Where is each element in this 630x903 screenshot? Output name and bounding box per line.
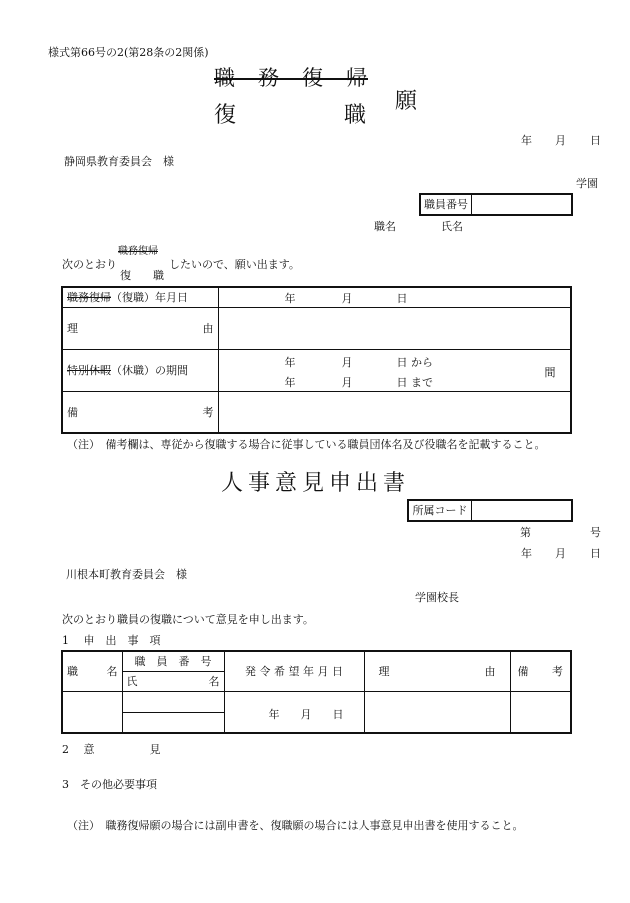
request-alt-word: 復 職: [120, 269, 164, 282]
staff-number-box: [419, 193, 573, 216]
reason-value[interactable]: [218, 307, 571, 349]
remarks-label: 備 考: [62, 391, 218, 433]
dept-code-label: 所属コード: [409, 501, 472, 520]
cell-staff-number[interactable]: [122, 691, 224, 712]
number-prefix: 第: [520, 526, 531, 539]
date-day: 日: [590, 134, 601, 147]
section2-title: 人事意見申出書: [221, 471, 411, 496]
date-month: 月: [555, 134, 566, 147]
request-prefix: 次のとおり: [62, 258, 117, 271]
leave-period-label: 特別休暇（休職）の期間: [62, 349, 218, 391]
date2-day: 日: [590, 547, 601, 560]
item-1-heading: 1 申 出 事 項: [62, 634, 161, 647]
th-position: 職 名: [62, 651, 122, 691]
th-staff-number: 職 員 番 号: [122, 651, 224, 671]
note-1: （注） 備考欄は、専従から復職する場合に従事している職員団体名及び役職名を記載すること。: [67, 438, 546, 451]
title-negai: 願: [395, 89, 418, 114]
addressee-2: 川根本町教育委員会 様: [66, 568, 187, 581]
th-name: 氏 名: [122, 671, 224, 691]
note-2: （注） 職務復帰願の場合には副申書を、復職願の場合には人事意見申出書を使用すること。: [67, 819, 524, 832]
th-reason: 理 由: [364, 651, 510, 691]
opinion-table: [61, 650, 572, 734]
dept-code-field[interactable]: [472, 501, 571, 520]
cell-remarks[interactable]: [510, 691, 571, 733]
reason-label: 理 由: [62, 307, 218, 349]
addressee: 静岡県教育委員会 様: [64, 155, 174, 168]
item-3-heading: 3 その他必要事項: [62, 778, 157, 791]
return-date-value[interactable]: 年 月 日: [218, 287, 571, 307]
date-year: 年: [521, 134, 532, 147]
title-fukushoku-b: 職: [344, 103, 367, 128]
school-label: 学園: [576, 177, 598, 190]
remarks-value[interactable]: [218, 391, 571, 433]
staff-number-field[interactable]: [472, 195, 571, 214]
opinion-intro: 次のとおり職員の復職について意見を申し出ます。: [62, 613, 314, 626]
th-remarks: 備 考: [510, 651, 571, 691]
principal-label: 学園校長: [415, 591, 459, 604]
name-label: 氏名: [441, 220, 463, 233]
title-fukushoku-a: 復: [214, 103, 237, 128]
position-label: 職名: [374, 220, 396, 233]
cell-desired-date[interactable]: 年 月 日: [224, 691, 364, 733]
date2-month: 月: [555, 547, 566, 560]
th-desired-date: 発 令 希 望 年 月 日: [224, 651, 364, 691]
cell-position[interactable]: [62, 691, 122, 733]
number-suffix: 号: [590, 526, 601, 539]
return-date-label: 職務復帰（復職）年月日: [62, 287, 218, 307]
title-struck: 職 務 復 帰: [214, 66, 368, 90]
staff-number-label: 職員番号: [421, 195, 472, 214]
item-2-heading: 2 意 見: [62, 743, 161, 756]
form-number: 様式第66号の2(第28条の2関係): [48, 46, 209, 59]
request-suffix: したいので、願い出ます。: [169, 258, 300, 271]
request-strike-word: 職務復帰: [118, 246, 158, 257]
date2-year: 年: [521, 547, 532, 560]
dept-code-box: [407, 499, 573, 522]
cell-reason[interactable]: [364, 691, 510, 733]
cell-name[interactable]: [122, 712, 224, 733]
request-table: [61, 286, 572, 434]
leave-period-value[interactable]: 年 月 日 から 年 月 日 まで 間: [218, 349, 571, 391]
